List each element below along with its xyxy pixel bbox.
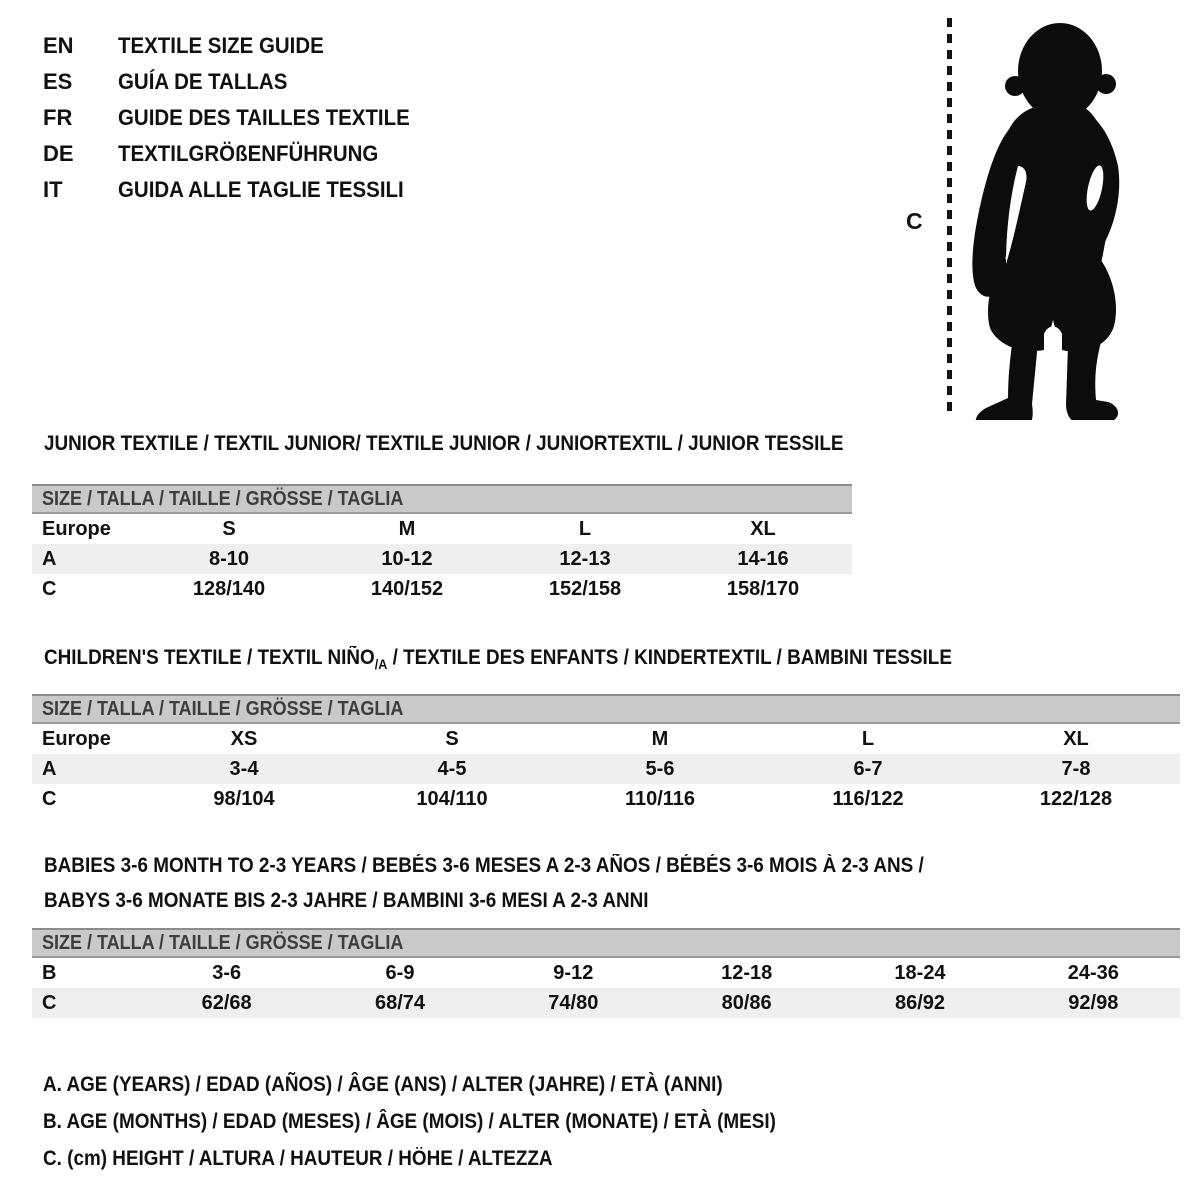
- children-size-header-bar: [32, 694, 1180, 724]
- cell: 14-16: [737, 547, 789, 570]
- babies-size-header-bar: [32, 928, 1180, 958]
- cell: S: [445, 727, 459, 750]
- junior-size-header-bar: [32, 484, 852, 514]
- cell: 9-12: [553, 961, 594, 984]
- cell: 110/116: [624, 787, 696, 810]
- cell: 80/86: [721, 991, 772, 1014]
- lang-code: IT: [43, 177, 63, 202]
- legend-line-b: B. AGE (MONTHS) / EDAD (MESES) / ÂGE (MOIS) / ALTER (MONATE) / ETÀ (MESI): [43, 1110, 776, 1133]
- cell: 68/74: [374, 991, 426, 1014]
- table-row: [32, 544, 852, 574]
- cell: 6-9: [385, 961, 415, 984]
- cell: 62/68: [201, 991, 252, 1014]
- row-label: B: [42, 961, 57, 984]
- height-label-c: C: [906, 208, 923, 234]
- row-label: A: [42, 547, 57, 570]
- lang-title: GUIDE DES TAILLES TEXTILE: [118, 105, 410, 130]
- cell: 116/122: [832, 787, 904, 810]
- junior-size-table: [32, 484, 852, 604]
- cell: L: [861, 727, 875, 750]
- children-section-title: [44, 646, 952, 676]
- table-row: [32, 958, 1180, 988]
- babies-title-line2: BABYS 3-6 MONATE BIS 2-3 JAHRE / BAMBINI 3-6 MESI A 2-3 ANNI: [44, 889, 649, 912]
- table-row: [32, 574, 852, 604]
- cell: 12-13: [559, 547, 611, 570]
- legend: [43, 1066, 857, 1177]
- cell: 3-4: [229, 757, 259, 780]
- size-header-label: SIZE / TALLA / TAILLE / GRÖSSE / TAGLIA: [42, 931, 404, 954]
- cell: XS: [230, 727, 258, 750]
- children-title-post: / TEXTILE DES ENFANTS / KINDERTEXTIL / BAMBINI TESSILE: [387, 646, 952, 669]
- table-row: [32, 514, 852, 544]
- lang-row-it: [43, 172, 432, 208]
- babies-section-title: [44, 848, 924, 918]
- cell: 152/158: [548, 577, 622, 600]
- lang-row-fr: [43, 100, 432, 136]
- cell: 3-6: [212, 961, 242, 984]
- cell: 128/140: [192, 577, 266, 600]
- lang-title: GUÍA DE TALLAS: [118, 69, 288, 94]
- row-label: A: [42, 757, 57, 780]
- cell: 74/80: [548, 991, 599, 1014]
- cell: 98/104: [213, 787, 275, 810]
- row-label: C: [42, 991, 57, 1014]
- cell: L: [578, 517, 592, 540]
- cell: XL: [1063, 727, 1089, 750]
- lang-code: EN: [43, 33, 74, 58]
- babies-title-line1: BABIES 3-6 MONTH TO 2-3 YEARS / BEBÉS 3-6 MESES A 2-3 AÑOS / BÉBÉS 3-6 MOIS À 2-3 ANS /: [44, 854, 924, 877]
- cell: 10-12: [381, 547, 433, 570]
- cell: 92/98: [1068, 991, 1119, 1014]
- children-title-sub: /A: [374, 656, 388, 672]
- junior-section-title: JUNIOR TEXTILE / TEXTIL JUNIOR/ TEXTILE JUNIOR / JUNIORTEXTIL / JUNIOR TESSILE: [44, 432, 844, 455]
- lang-code: FR: [43, 105, 73, 130]
- lang-code: DE: [43, 141, 74, 166]
- cell: 5-6: [645, 757, 675, 780]
- lang-title: GUIDA ALLE TAGLIE TESSILI: [118, 177, 404, 202]
- cell: M: [651, 727, 669, 750]
- lang-code: ES: [43, 69, 73, 94]
- cell: 104/110: [416, 787, 488, 810]
- cell: 8-10: [208, 547, 250, 570]
- cell: M: [398, 517, 416, 540]
- children-title-pre: CHILDREN'S TEXTILE / TEXTIL NIÑO: [44, 646, 375, 669]
- lang-title: TEXTILE SIZE GUIDE: [118, 33, 324, 58]
- lang-row-es: [43, 64, 432, 100]
- cell: 86/92: [894, 991, 946, 1014]
- toddler-silhouette-icon: [962, 16, 1140, 420]
- cell: 140/152: [370, 577, 444, 600]
- cell: 24-36: [1067, 961, 1119, 984]
- row-label: Europe: [42, 727, 111, 750]
- cell: 18-24: [894, 961, 946, 984]
- children-size-table: [32, 694, 1180, 814]
- legend-line-a: A. AGE (YEARS) / EDAD (AÑOS) / ÂGE (ANS) / ALTER (JAHRE) / ETÀ (ANNI): [43, 1073, 723, 1096]
- table-row: [32, 724, 1180, 754]
- table-row: [32, 988, 1180, 1018]
- row-label: Europe: [42, 517, 111, 540]
- cell: 7-8: [1061, 757, 1091, 780]
- lang-row-de: [43, 136, 432, 172]
- size-header-label: SIZE / TALLA / TAILLE / GRÖSSE / TAGLIA: [42, 697, 404, 720]
- lang-row-en: [43, 28, 432, 64]
- size-header-label: SIZE / TALLA / TAILLE / GRÖSSE / TAGLIA: [42, 487, 404, 510]
- table-row: [32, 784, 1180, 814]
- cell: 158/170: [726, 577, 800, 600]
- cell: S: [222, 517, 236, 540]
- babies-size-table: [32, 928, 1180, 1018]
- cell: 122/128: [1039, 787, 1113, 810]
- row-label: C: [42, 577, 57, 600]
- cell: 4-5: [437, 757, 467, 780]
- legend-line-c: C. (cm) HEIGHT / ALTURA / HAUTEUR / HÖHE / ALTEZZA: [43, 1147, 553, 1170]
- language-list: [43, 28, 432, 208]
- cell: XL: [750, 517, 776, 540]
- row-label: C: [42, 787, 57, 810]
- table-row: [32, 754, 1180, 784]
- height-dashed-line: [947, 18, 952, 418]
- cell: 12-18: [721, 961, 773, 984]
- lang-title: TEXTILGRÖßENFÜHRUNG: [118, 141, 379, 166]
- cell: 6-7: [853, 757, 883, 780]
